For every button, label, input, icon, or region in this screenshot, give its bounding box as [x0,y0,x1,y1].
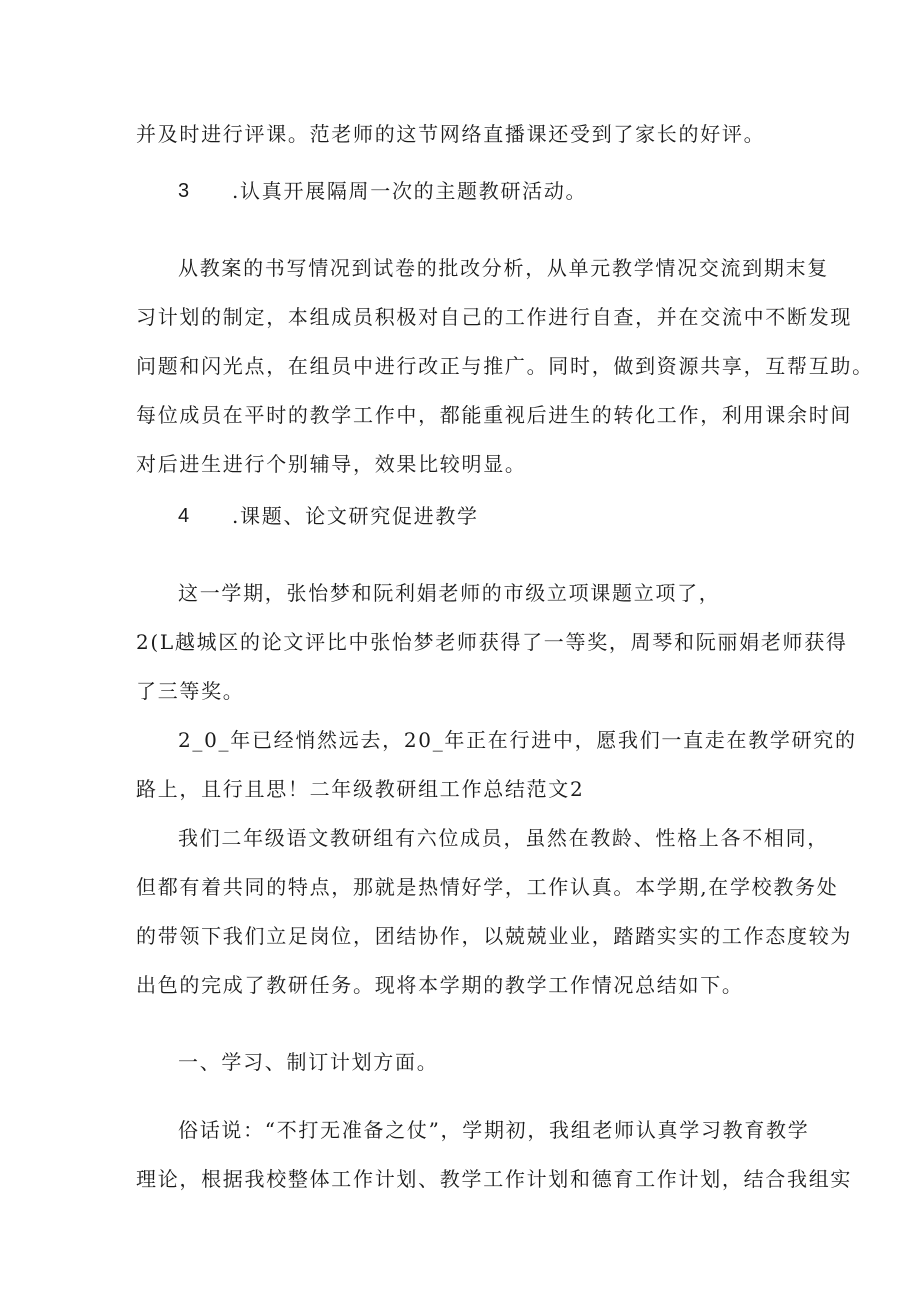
list-item-number: 3 [178,180,190,202]
paragraph-line: 从教案的书写情况到试卷的批改分析，从单元教学情况交流到期末复 [178,256,829,280]
paragraph-line: 了三等奖。 [136,679,245,703]
paragraph-line: 并及时进行评课。范老师的这节网络直播课还受到了家长的好评。 [136,122,766,146]
list-item-heading: .课题、论文研究促进教学 [232,504,479,528]
paragraph-line: 每位成员在平时的教学工作中，都能重视后进生的转化工作，利用课余时间 [136,403,853,427]
paragraph-line: 对后进生进行个别辅导，效果比较明显。 [136,452,527,476]
list-item-number: 4 [178,505,190,527]
paragraph-line: 问题和闪光点，在组员中进行改正与推广。同时，做到资源共享，互帮互助。 [136,354,874,378]
paragraph-line: 俗话说：“不打无准备之仗”，学期初，我组老师认真学习教育教学 [178,1118,810,1142]
paragraph-line: 的带领下我们立足岗位，团结协作，以兢兢业业，踏踏实实的工作态度较为 [136,924,853,948]
paragraph-line: 2(L越城区的论文评比中张怡梦老师获得了一等奖，周琴和阮丽娟老师获得 [136,630,848,654]
paragraph-line: 2_0_年已经悄然远去，20_年正在行进中，愿我们一直走在教学研究的 [178,728,857,752]
paragraph-line: 习计划的制定，本组成员积极对自己的工作进行自查，并在交流中不断发现 [136,305,853,329]
paragraph-line: 路上，且行且思！二年级教研组工作总结范文2 [136,777,585,801]
paragraph-line: 理论，根据我校整体工作计划、教学工作计划和德育工作计划，结合我组实 [136,1167,853,1191]
paragraph-line: 这一学期，张怡梦和阮利娟老师的市级立项课题立项了， [178,581,721,605]
paragraph-line: 我们二年级语文教研组有六位成员，虽然在教龄、性格上各不相同， [178,826,829,850]
section-heading: 一、学习、制订计划方面。 [178,1050,439,1074]
list-item-heading: .认真开展隔周一次的主题教研活动。 [232,179,588,203]
paragraph-line: 出色的完成了教研任务。现将本学期的教学工作情况总结如下。 [136,973,744,997]
paragraph-line: 但都有着共同的特点，那就是热情好学，工作认真。本学期,在学校教务处 [136,875,839,899]
